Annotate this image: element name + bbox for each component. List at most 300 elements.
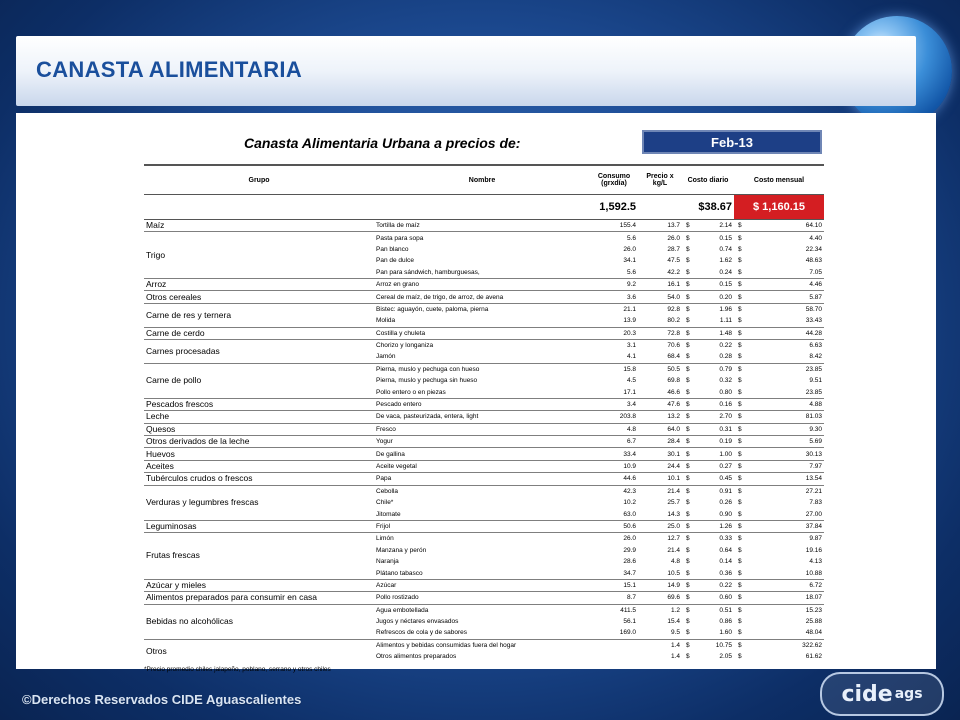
dollar-sign: $ (682, 520, 694, 532)
group-name: Leguminosas (144, 520, 374, 532)
item-precio: 12.7 (638, 533, 682, 545)
group-name: Carnes procesadas (144, 339, 374, 363)
item-name: Pierna, muslo y pechuga sin hueso (376, 377, 478, 385)
item-consumo: 34.7 (623, 569, 636, 577)
dollar-sign: $ (734, 327, 748, 339)
item-costo-mensual: 4.88 (748, 398, 824, 410)
item-costo-diario: 1.48 (694, 327, 734, 339)
dollar-sign: $ (686, 257, 690, 265)
group-name: Pescados frescos (144, 398, 374, 410)
item-name: Pollo entero o en piezas (376, 388, 446, 396)
item-name: Pollo rostizado (374, 592, 590, 604)
date-box: Feb-13 (642, 130, 822, 154)
item-costo-diario: 0.79 (694, 363, 734, 375)
item-precio: 69.8 (667, 377, 680, 385)
item-name: Chorizo y longaniza (374, 339, 590, 351)
item-consumo: 203.8 (590, 411, 638, 423)
item-consumo: 6.7 (590, 436, 638, 448)
dollar-sign: $ (738, 629, 742, 637)
group-name: Otros (144, 639, 374, 662)
dollar-sign: $ (734, 411, 748, 423)
item-name: Pan para sándwich, hamburguesas, (376, 268, 480, 276)
item-costo-diario: 0.31 (694, 423, 734, 435)
table-header-row (144, 165, 824, 195)
item-consumo: 4.8 (590, 423, 638, 435)
item-costo-diario: 0.20 (694, 291, 734, 303)
dollar-sign: $ (738, 546, 742, 554)
dollar-sign: $ (682, 460, 694, 472)
dollar-sign: $ (738, 317, 742, 325)
item-name: Tortilla de maíz (374, 220, 590, 232)
dollar-sign: $ (686, 618, 690, 626)
item-costo-diario: 0.80 (719, 388, 732, 396)
item-precio: 4.8 (670, 558, 680, 566)
dollar-sign: $ (734, 448, 748, 460)
item-consumo: 10.2 (623, 499, 636, 507)
dollar-sign: $ (682, 533, 694, 545)
table-row (144, 303, 824, 315)
dollar-sign: $ (738, 558, 742, 566)
item-costo-diario: 1.62 (719, 257, 732, 265)
item-costo-diario: 1.96 (694, 303, 734, 315)
dollar-sign: $ (738, 618, 742, 626)
item-name: Plátano tabasco (376, 569, 423, 577)
item-consumo: 9.2 (590, 278, 638, 290)
table-row (144, 533, 824, 545)
group-name: Huevos (144, 448, 374, 460)
item-costo-diario: 0.51 (694, 604, 734, 616)
item-costo-diario: 0.74 (719, 245, 732, 253)
group-name: Azúcar y mieles (144, 579, 374, 591)
item-costo-diario: 0.33 (694, 533, 734, 545)
item-costo-mensual: 81.03 (748, 411, 824, 423)
group-name: Carne de cerdo (144, 327, 374, 339)
group-name: Bebidas no alcohólicas (144, 604, 374, 639)
item-name: Cebolla (374, 485, 590, 497)
item-consumo: 15.1 (590, 579, 638, 591)
table-row (144, 473, 824, 485)
dollar-sign: $ (686, 569, 690, 577)
item-name: Papa (374, 473, 590, 485)
item-precio: 28.4 (638, 436, 682, 448)
item-costo-mensual: 8.42 (809, 353, 822, 361)
dollar-sign: $ (686, 653, 690, 661)
item-consumo: 3.1 (590, 339, 638, 351)
total-costo-diario: $38.67 (682, 195, 734, 220)
item-consumo (590, 651, 638, 662)
dollar-sign: $ (686, 353, 690, 361)
item-costo-mensual: 44.28 (748, 327, 824, 339)
item-costo-diario: 2.05 (719, 653, 732, 661)
item-precio: 10.1 (638, 473, 682, 485)
dollar-sign: $ (686, 558, 690, 566)
dollar-sign: $ (682, 398, 694, 410)
item-costo-mensual: 48.04 (805, 629, 822, 637)
dollar-sign: $ (682, 339, 694, 351)
item-costo-diario: 0.19 (694, 436, 734, 448)
item-consumo: 44.6 (590, 473, 638, 485)
group-name: Verduras y legumbres frescas (144, 485, 374, 520)
dollar-sign: $ (682, 448, 694, 460)
item-costo-diario: 0.26 (719, 499, 732, 507)
table-row (144, 291, 824, 303)
item-costo-diario: 0.14 (719, 558, 732, 566)
dollar-sign: $ (738, 353, 742, 361)
item-costo-diario: 0.90 (719, 510, 732, 518)
item-name: Otros alimentos preparados (376, 653, 457, 661)
dollar-sign: $ (686, 388, 690, 396)
item-name: Azúcar (374, 579, 590, 591)
item-costo-diario: 0.22 (694, 339, 734, 351)
dollar-sign: $ (734, 278, 748, 290)
dollar-sign: $ (682, 232, 694, 244)
item-precio: 46.6 (667, 388, 680, 396)
item-name: Cereal de maíz, de trigo, de arroz, de avena (374, 291, 590, 303)
dollar-sign: $ (734, 485, 748, 497)
dollar-sign: $ (734, 579, 748, 591)
header-precio: Precio x kg/L (638, 165, 682, 195)
item-costo-mensual: 9.30 (748, 423, 824, 435)
item-costo-diario: 0.91 (694, 485, 734, 497)
dollar-sign: $ (734, 423, 748, 435)
dollar-sign: $ (682, 303, 694, 315)
item-consumo: 13.9 (623, 317, 636, 325)
dollar-sign: $ (734, 639, 748, 651)
item-costo-diario: 0.15 (694, 232, 734, 244)
dollar-sign: $ (734, 473, 748, 485)
table-row (144, 448, 824, 460)
table-row (144, 436, 824, 448)
table-row (144, 460, 824, 472)
item-costo-mensual: 13.54 (748, 473, 824, 485)
item-precio: 10.5 (667, 569, 680, 577)
dollar-sign: $ (734, 592, 748, 604)
item-costo-mensual: 15.23 (748, 604, 824, 616)
dollar-sign: $ (738, 510, 742, 518)
header-grupo: Grupo (144, 165, 374, 195)
document-header (144, 124, 824, 164)
total-consumo: 1,592.5 (590, 195, 638, 220)
item-costo-mensual: 4.46 (748, 278, 824, 290)
item-consumo: 155.4 (590, 220, 638, 232)
dollar-sign: $ (686, 268, 690, 276)
item-costo-mensual: 23.85 (805, 388, 822, 396)
totals-row (144, 195, 824, 220)
item-costo-mensual: 58.70 (748, 303, 824, 315)
group-name: Tubérculos crudos o frescos (144, 473, 374, 485)
item-name: Pierna, muslo y pechuga con hueso (374, 363, 590, 375)
item-consumo: 15.8 (590, 363, 638, 375)
item-costo-diario: 0.24 (719, 268, 732, 276)
item-precio: 47.6 (638, 398, 682, 410)
item-consumo (590, 639, 638, 651)
item-costo-mensual: 5.87 (748, 291, 824, 303)
item-precio: 64.0 (638, 423, 682, 435)
table-row (144, 604, 824, 616)
group-name: Arroz (144, 278, 374, 290)
item-costo-diario: 0.36 (719, 569, 732, 577)
item-precio: 25.0 (638, 520, 682, 532)
item-name: Manzana y perón (376, 546, 427, 554)
table-row (144, 592, 824, 604)
item-consumo: 17.1 (623, 388, 636, 396)
item-name: Alimentos y bebidas consumidas fuera del hogar (374, 639, 590, 651)
item-name: Pasta para sopa (374, 232, 590, 244)
item-costo-mensual: 27.00 (805, 510, 822, 518)
dollar-sign: $ (686, 629, 690, 637)
dollar-sign: $ (682, 278, 694, 290)
group-name: Frutas frescas (144, 533, 374, 580)
dollar-sign: $ (738, 257, 742, 265)
item-precio: 92.8 (638, 303, 682, 315)
dollar-sign: $ (738, 388, 742, 396)
item-costo-diario: 0.45 (694, 473, 734, 485)
group-name: Carne de pollo (144, 363, 374, 398)
item-precio: 54.0 (638, 291, 682, 303)
dollar-sign: $ (682, 327, 694, 339)
item-costo-diario: 0.15 (694, 278, 734, 290)
header-costo-diario: Costo diario (682, 165, 734, 195)
item-precio: 1.2 (638, 604, 682, 616)
document-title: Canasta Alimentaria Urbana a precios de: (244, 135, 521, 151)
dollar-sign: $ (686, 245, 690, 253)
table-row (144, 363, 824, 375)
group-name: Otros cereales (144, 291, 374, 303)
table-row (144, 411, 824, 423)
table-row (144, 398, 824, 410)
item-costo-mensual: 4.13 (809, 558, 822, 566)
item-consumo: 26.0 (623, 245, 636, 253)
item-name: Pan de dulce (376, 257, 414, 265)
canasta-table-document (144, 124, 824, 673)
item-costo-diario: 0.27 (694, 460, 734, 472)
dollar-sign: $ (682, 473, 694, 485)
item-precio: 21.4 (667, 546, 680, 554)
dollar-sign: $ (682, 579, 694, 591)
dollar-sign: $ (734, 533, 748, 545)
dollar-sign: $ (686, 546, 690, 554)
item-costo-diario: 1.26 (694, 520, 734, 532)
dollar-sign: $ (682, 411, 694, 423)
item-name: Jugos y néctares envasados (376, 618, 459, 626)
dollar-sign: $ (734, 303, 748, 315)
item-consumo: 4.1 (626, 353, 636, 361)
group-name: Maíz (144, 220, 374, 232)
dollar-sign: $ (682, 436, 694, 448)
table-row (144, 278, 824, 290)
item-precio: 15.4 (667, 618, 680, 626)
item-costo-mensual: 6.72 (748, 579, 824, 591)
item-costo-diario: 1.60 (719, 629, 732, 637)
dollar-sign: $ (686, 377, 690, 385)
dollar-sign: $ (734, 232, 748, 244)
item-precio: 1.4 (670, 653, 680, 661)
item-consumo: 29.9 (623, 546, 636, 554)
item-name: Jamón (376, 353, 396, 361)
item-costo-diario: 0.28 (719, 353, 732, 361)
dollar-sign: $ (738, 653, 742, 661)
dollar-sign: $ (682, 592, 694, 604)
item-name: Frijol (374, 520, 590, 532)
item-name: Molida (376, 317, 396, 325)
table-row (144, 485, 824, 497)
item-costo-diario: 1.11 (719, 317, 732, 325)
dollar-sign: $ (734, 460, 748, 472)
group-name: Leche (144, 411, 374, 423)
table-row (144, 639, 824, 651)
item-name: Fresco (374, 423, 590, 435)
item-consumo: 5.6 (590, 232, 638, 244)
item-costo-diario: 0.32 (719, 377, 732, 385)
item-costo-diario: 0.64 (719, 546, 732, 554)
item-name: De vaca, pasteurizada, entera, light (374, 411, 590, 423)
item-consumo: 5.6 (626, 268, 636, 276)
table-row (144, 327, 824, 339)
item-consumo: 411.5 (590, 604, 638, 616)
item-precio: 24.4 (638, 460, 682, 472)
item-costo-mensual: 4.40 (748, 232, 824, 244)
item-consumo: 4.5 (626, 377, 636, 385)
item-consumo: 10.9 (590, 460, 638, 472)
total-costo-mensual: $ 1,160.15 (734, 195, 824, 220)
header-nombre: Nombre (374, 165, 590, 195)
item-costo-mensual: 27.21 (748, 485, 824, 497)
item-consumo: 50.6 (590, 520, 638, 532)
item-consumo: 169.0 (619, 629, 636, 637)
item-costo-mensual: 22.34 (805, 245, 822, 253)
item-costo-mensual: 25.88 (805, 618, 822, 626)
item-costo-mensual: 64.10 (748, 220, 824, 232)
dollar-sign: $ (738, 245, 742, 253)
item-name: Refrescos de cola y de sabores (376, 629, 468, 637)
item-costo-mensual: 48.63 (805, 257, 822, 265)
item-precio: 72.8 (638, 327, 682, 339)
item-costo-diario: 2.14 (694, 220, 734, 232)
item-costo-mensual: 322.62 (748, 639, 824, 651)
item-precio: 30.1 (638, 448, 682, 460)
item-precio: 13.7 (638, 220, 682, 232)
item-consumo: 28.6 (623, 558, 636, 566)
header-consumo: Consumo (grxdía) (590, 165, 638, 195)
item-costo-mensual: 9.87 (748, 533, 824, 545)
item-costo-mensual: 6.63 (748, 339, 824, 351)
item-costo-mensual: 10.88 (805, 569, 822, 577)
canasta-table (144, 164, 824, 662)
item-name: Agua embotellada (374, 604, 590, 616)
dollar-sign: $ (734, 398, 748, 410)
item-consumo: 20.3 (590, 327, 638, 339)
item-costo-mensual: 18.07 (748, 592, 824, 604)
dollar-sign: $ (734, 520, 748, 532)
item-precio: 69.6 (638, 592, 682, 604)
footnote: *Precio promedio chiles jalapeño, poblano, serrano y otros chiles (144, 666, 331, 674)
item-precio: 14.3 (667, 510, 680, 518)
table-row (144, 339, 824, 351)
dollar-sign: $ (738, 569, 742, 577)
table-row (144, 220, 824, 232)
item-name: Arroz en grano (374, 278, 590, 290)
item-consumo: 21.1 (590, 303, 638, 315)
group-name: Carne de res y ternera (144, 303, 374, 327)
item-consumo: 42.3 (590, 485, 638, 497)
item-consumo: 26.0 (590, 533, 638, 545)
dollar-sign: $ (738, 377, 742, 385)
dollar-sign: $ (682, 604, 694, 616)
dollar-sign: $ (734, 220, 748, 232)
dollar-sign: $ (682, 291, 694, 303)
table-row (144, 423, 824, 435)
item-precio: 68.4 (667, 353, 680, 361)
slide-title: CANASTA ALIMENTARIA (36, 57, 303, 82)
item-precio: 47.5 (667, 257, 680, 265)
item-costo-mensual: 7.97 (748, 460, 824, 472)
item-consumo: 56.1 (623, 618, 636, 626)
item-costo-diario: 0.16 (694, 398, 734, 410)
item-costo-mensual: 7.83 (809, 499, 822, 507)
item-precio: 9.5 (670, 629, 680, 637)
group-name: Alimentos preparados para consumir en casa (144, 592, 374, 604)
item-name: Chile* (376, 499, 394, 507)
item-costo-mensual: 61.62 (805, 653, 822, 661)
cide-logo: cide ags (820, 672, 944, 716)
item-costo-diario: 2.70 (694, 411, 734, 423)
item-costo-diario: 0.60 (694, 592, 734, 604)
item-precio: 70.6 (638, 339, 682, 351)
item-name: Naranja (376, 558, 399, 566)
item-name: De gallina (374, 448, 590, 460)
item-costo-diario: 0.86 (719, 618, 732, 626)
item-precio: 13.2 (638, 411, 682, 423)
item-costo-diario: 0.22 (694, 579, 734, 591)
dollar-sign: $ (682, 485, 694, 497)
item-costo-diario: 10.75 (694, 639, 734, 651)
item-precio: 26.0 (638, 232, 682, 244)
dollar-sign: $ (734, 339, 748, 351)
dollar-sign: $ (734, 604, 748, 616)
dollar-sign: $ (682, 423, 694, 435)
group-name: Aceites (144, 460, 374, 472)
group-name: Trigo (144, 232, 374, 279)
item-consumo: 3.4 (590, 398, 638, 410)
item-name: Pan blanco (376, 245, 409, 253)
item-name: Bistec: aguayón, cuete, paloma, pierna (374, 303, 590, 315)
item-costo-mensual: 9.51 (809, 377, 822, 385)
group-name: Otros derivados de la leche (144, 436, 374, 448)
item-name: Aceite vegetal (374, 460, 590, 472)
dollar-sign: $ (682, 639, 694, 651)
item-costo-mensual: 19.16 (805, 546, 822, 554)
item-consumo: 63.0 (623, 510, 636, 518)
dollar-sign: $ (686, 317, 690, 325)
item-costo-mensual: 37.84 (748, 520, 824, 532)
header-costo-mensual: Costo mensual (734, 165, 824, 195)
dollar-sign: $ (682, 220, 694, 232)
table-row (144, 520, 824, 532)
copyright-footer: ©Derechos Reservados CIDE Aguascalientes (22, 692, 302, 707)
dollar-sign: $ (734, 363, 748, 375)
dollar-sign: $ (686, 499, 690, 507)
item-precio: 21.4 (638, 485, 682, 497)
item-precio: 1.4 (638, 639, 682, 651)
table-row (144, 232, 824, 244)
item-costo-mensual: 33.43 (805, 317, 822, 325)
item-consumo: 8.7 (590, 592, 638, 604)
item-precio: 50.5 (638, 363, 682, 375)
item-costo-mensual: 23.85 (748, 363, 824, 375)
item-consumo: 34.1 (623, 257, 636, 265)
item-name: Jitomate (376, 510, 401, 518)
item-precio: 14.9 (638, 579, 682, 591)
